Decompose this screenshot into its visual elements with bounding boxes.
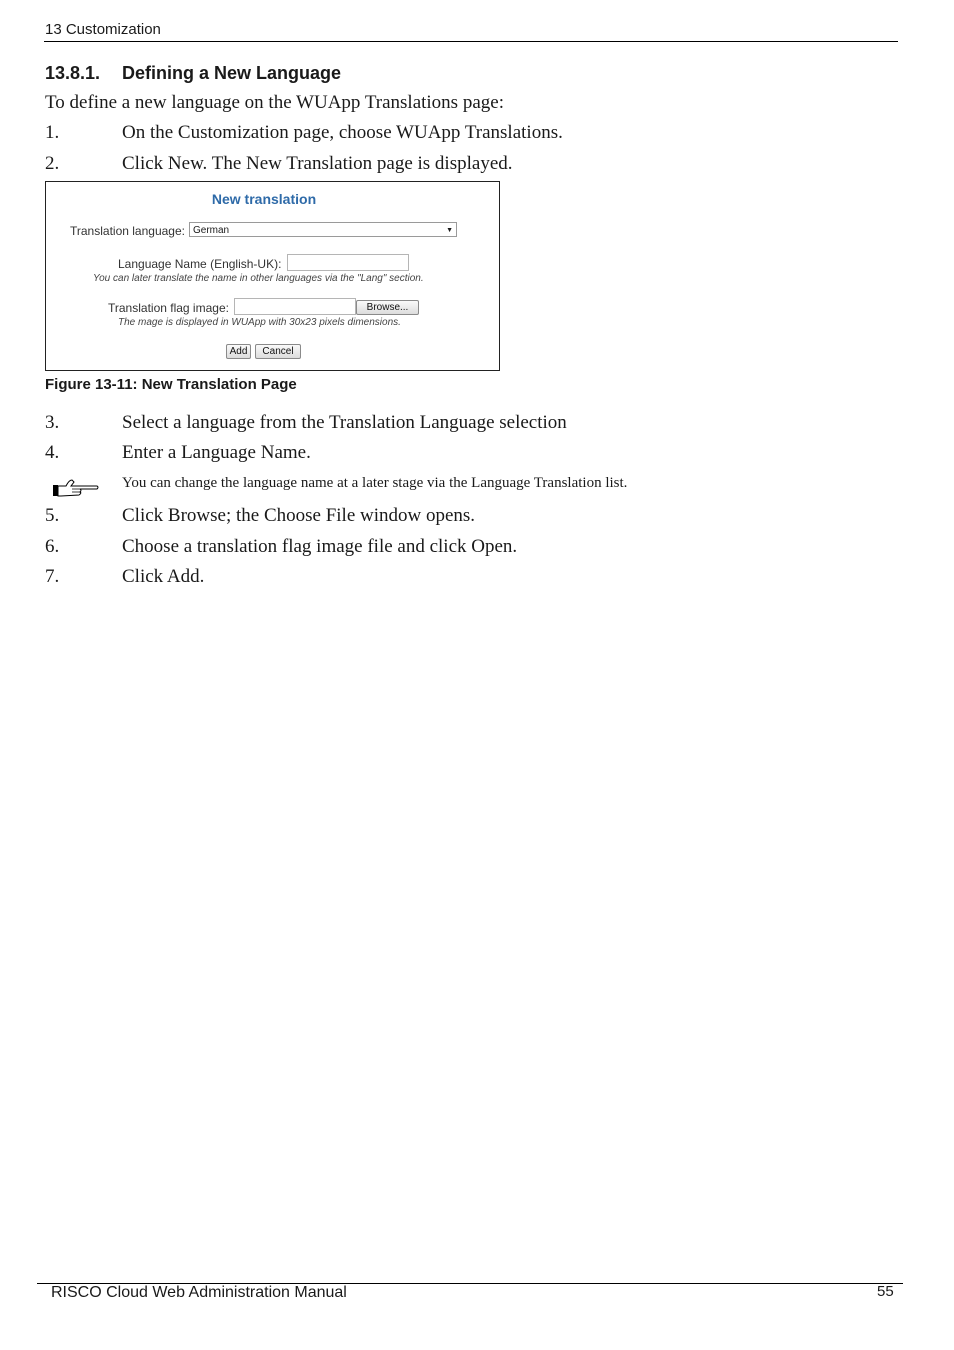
language-name-hint: You can later translate the name in other languages via the "Lang" section. xyxy=(93,273,424,284)
footer-title: RISCO Cloud Web Administration Manual xyxy=(51,1284,347,1301)
step-text: Click Add. xyxy=(122,566,205,587)
step-text: Click Browse; the Choose File window opens. xyxy=(122,505,476,526)
step-number: 5. xyxy=(45,505,60,526)
step-2 xyxy=(45,153,513,175)
section-title: Defining a New Language xyxy=(122,63,342,83)
step-4 xyxy=(45,442,311,464)
intro-paragraph: To define a new language on the WUApp Translations page: xyxy=(45,92,504,113)
step-text: On the Customization page, choose WUApp Translations. xyxy=(122,122,563,143)
step-text: Choose a translation flag image file and click Open. xyxy=(122,536,518,557)
cancel-button[interactable]: Cancel xyxy=(255,344,301,359)
page-number: 55 xyxy=(877,1283,894,1300)
step-number: 2. xyxy=(45,153,60,174)
step-3 xyxy=(45,412,567,434)
step-text: Enter a Language Name. xyxy=(122,442,311,463)
running-header: 13 Customization xyxy=(45,21,161,38)
translation-language-value: German xyxy=(193,225,230,236)
translation-language-label: Translation language: xyxy=(70,224,185,238)
header-rule xyxy=(44,41,898,42)
flag-image-hint: The mage is displayed in WUApp with 30x23 pixels dimensions. xyxy=(118,317,401,328)
step-text: Select a language from the Translation Language selection xyxy=(122,412,567,433)
step-number: 4. xyxy=(45,442,60,463)
step-7 xyxy=(45,566,204,588)
language-name-input[interactable] xyxy=(287,254,409,271)
flag-image-label: Translation flag image: xyxy=(108,301,229,315)
pointing-hand-icon xyxy=(52,477,100,499)
language-name-label: Language Name (English-UK): xyxy=(118,257,282,271)
section-number: 13.8.1. xyxy=(45,63,101,83)
step-number: 1. xyxy=(45,122,60,143)
browse-button[interactable]: Browse... xyxy=(356,300,419,315)
step-6 xyxy=(45,536,517,558)
step-number: 3. xyxy=(45,412,60,433)
step-1 xyxy=(45,122,563,144)
note-text: You can change the language name at a later stage via the Language Translation list. xyxy=(122,475,628,491)
section-heading xyxy=(45,63,341,84)
form-title: New translation xyxy=(211,191,317,207)
step-number: 6. xyxy=(45,536,60,557)
translation-language-select[interactable] xyxy=(189,222,457,237)
step-number: 7. xyxy=(45,566,60,587)
flag-image-input[interactable] xyxy=(234,298,356,315)
add-button[interactable]: Add xyxy=(226,344,251,359)
chevron-down-icon: ▼ xyxy=(446,227,453,234)
step-text: Click New. The New Translation page is displayed. xyxy=(122,153,513,174)
new-translation-screenshot xyxy=(45,181,500,371)
step-5 xyxy=(45,505,475,527)
figure-caption: Figure 13-11: New Translation Page xyxy=(45,376,297,393)
